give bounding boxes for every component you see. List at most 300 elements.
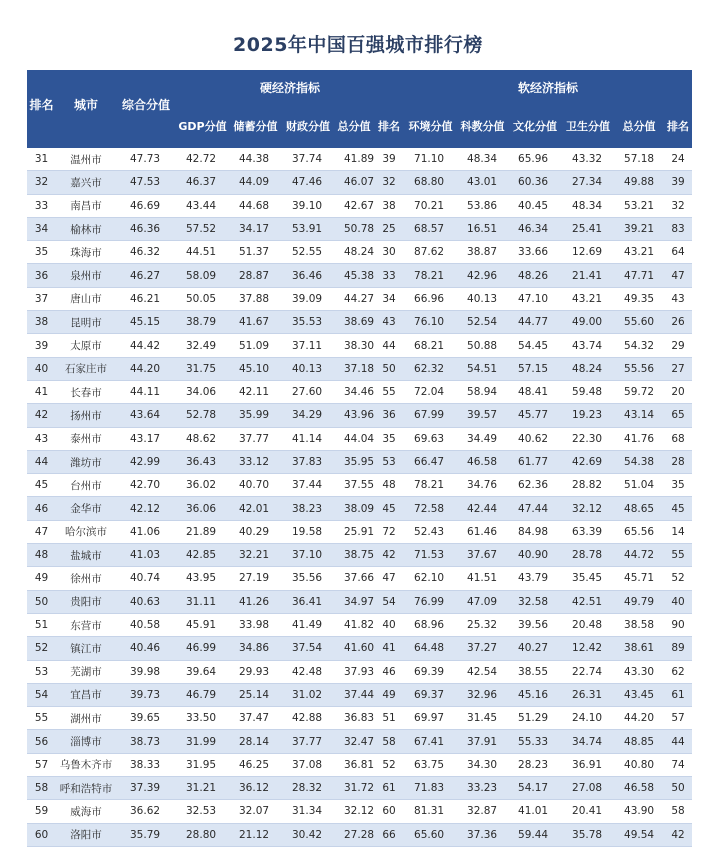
cell-health-score: 28.78	[562, 544, 614, 567]
cell-gdp-score: 31.75	[176, 357, 229, 380]
cell-savings-score: 44.09	[229, 171, 282, 194]
cell-hard-rank: 51	[374, 707, 404, 730]
cell-edu-score: 37.27	[457, 637, 508, 660]
cell-env-score: 67.99	[404, 404, 457, 427]
cell-culture-score: 40.45	[508, 194, 562, 217]
cell-savings-score: 45.10	[229, 357, 282, 380]
cell-soft-rank: 74	[664, 753, 692, 776]
cell-score: 40.58	[116, 613, 176, 636]
cell-soft-total: 40.80	[614, 753, 664, 776]
cell-soft-rank: 68	[664, 427, 692, 450]
cell-soft-total: 44.72	[614, 544, 664, 567]
cell-hard-total: 42.67	[334, 194, 374, 217]
cell-score: 38.33	[116, 753, 176, 776]
table-row	[27, 474, 692, 497]
cell-score: 35.79	[116, 823, 176, 846]
cell-savings-score: 28.14	[229, 730, 282, 753]
cell-soft-total: 38.58	[614, 613, 664, 636]
cell-rank: 51	[27, 613, 56, 636]
cell-health-score: 12.42	[562, 637, 614, 660]
cell-score: 39.65	[116, 707, 176, 730]
cell-hard-rank: 48	[374, 474, 404, 497]
cell-soft-rank: 39	[664, 171, 692, 194]
cell-env-score: 68.80	[404, 171, 457, 194]
cell-soft-rank: 55	[664, 544, 692, 567]
cell-fiscal-score: 37.08	[282, 753, 334, 776]
cell-city: 淄博市	[56, 730, 116, 753]
cell-culture-score: 61.77	[508, 450, 562, 473]
cell-edu-score: 33.23	[457, 777, 508, 800]
cell-score: 46.69	[116, 194, 176, 217]
cell-health-score: 32.12	[562, 497, 614, 520]
cell-score: 42.99	[116, 450, 176, 473]
cell-city: 金华市	[56, 497, 116, 520]
cell-culture-score: 40.27	[508, 637, 562, 660]
table-row	[27, 241, 692, 264]
table-row	[27, 380, 692, 403]
cell-culture-score: 65.96	[508, 148, 562, 171]
cell-fiscal-score: 41.14	[282, 427, 334, 450]
cell-health-score: 20.48	[562, 613, 614, 636]
cell-culture-score: 54.17	[508, 777, 562, 800]
header-soft-col-0: 环境分值	[404, 98, 457, 148]
cell-city: 昆明市	[56, 311, 116, 334]
cell-edu-score: 34.49	[457, 427, 508, 450]
cell-score: 40.46	[116, 637, 176, 660]
cell-culture-score: 38.55	[508, 660, 562, 683]
cell-city: 泉州市	[56, 264, 116, 287]
cell-env-score: 52.43	[404, 520, 457, 543]
cell-culture-score: 62.36	[508, 474, 562, 497]
header-hard-col-3: 总分值	[334, 98, 374, 148]
header-soft-col-3: 卫生分值	[562, 98, 614, 148]
cell-score: 47.53	[116, 171, 176, 194]
page-title: 2025年中国百强城市排行榜	[233, 34, 483, 56]
cell-savings-score: 35.99	[229, 404, 282, 427]
cell-health-score: 22.74	[562, 660, 614, 683]
cell-culture-score: 45.16	[508, 683, 562, 706]
cell-hard-rank: 38	[374, 194, 404, 217]
cell-fiscal-score: 37.44	[282, 474, 334, 497]
cell-soft-total: 54.38	[614, 450, 664, 473]
cell-env-score: 69.39	[404, 660, 457, 683]
table-row	[27, 171, 692, 194]
cell-fiscal-score: 30.42	[282, 823, 334, 846]
cell-hard-rank: 46	[374, 660, 404, 683]
cell-savings-score: 36.12	[229, 777, 282, 800]
cell-rank: 55	[27, 707, 56, 730]
cell-env-score: 62.10	[404, 567, 457, 590]
cell-rank: 42	[27, 404, 56, 427]
cell-edu-score: 41.51	[457, 567, 508, 590]
cell-score: 46.27	[116, 264, 176, 287]
cell-hard-rank: 42	[374, 544, 404, 567]
cell-env-score: 71.83	[404, 777, 457, 800]
cell-rank: 45	[27, 474, 56, 497]
cell-gdp-score: 57.52	[176, 217, 229, 240]
cell-fiscal-score: 28.32	[282, 777, 334, 800]
cell-fiscal-score: 31.34	[282, 800, 334, 823]
table-row	[27, 613, 692, 636]
cell-hard-total: 38.69	[334, 311, 374, 334]
cell-fiscal-score: 37.83	[282, 450, 334, 473]
cell-health-score: 27.08	[562, 777, 614, 800]
cell-score: 47.73	[116, 148, 176, 171]
cell-gdp-score: 36.06	[176, 497, 229, 520]
cell-env-score: 87.62	[404, 241, 457, 264]
cell-soft-total: 49.54	[614, 823, 664, 846]
cell-env-score: 68.96	[404, 613, 457, 636]
cell-edu-score: 58.94	[457, 380, 508, 403]
cell-soft-total: 38.61	[614, 637, 664, 660]
cell-health-score: 63.39	[562, 520, 614, 543]
cell-fiscal-score: 42.88	[282, 707, 334, 730]
cell-savings-score: 51.37	[229, 241, 282, 264]
cell-edu-score: 38.87	[457, 241, 508, 264]
cell-edu-score: 40.13	[457, 287, 508, 310]
cell-soft-total: 49.79	[614, 590, 664, 613]
cell-hard-rank: 52	[374, 753, 404, 776]
cell-rank: 37	[27, 287, 56, 310]
cell-savings-score: 44.38	[229, 148, 282, 171]
ranking-table-container	[27, 70, 692, 847]
cell-savings-score: 32.07	[229, 800, 282, 823]
cell-savings-score: 40.70	[229, 474, 282, 497]
cell-edu-score: 50.88	[457, 334, 508, 357]
cell-fiscal-score: 39.10	[282, 194, 334, 217]
cell-soft-rank: 32	[664, 194, 692, 217]
cell-rank: 36	[27, 264, 56, 287]
table-row	[27, 334, 692, 357]
cell-hard-total: 50.78	[334, 217, 374, 240]
cell-hard-total: 38.30	[334, 334, 374, 357]
cell-edu-score: 16.51	[457, 217, 508, 240]
cell-soft-rank: 35	[664, 474, 692, 497]
cell-hard-rank: 66	[374, 823, 404, 846]
cell-fiscal-score: 47.46	[282, 171, 334, 194]
cell-hard-rank: 54	[374, 590, 404, 613]
cell-culture-score: 28.23	[508, 753, 562, 776]
cell-savings-score: 33.98	[229, 613, 282, 636]
cell-city: 扬州市	[56, 404, 116, 427]
cell-culture-score: 40.62	[508, 427, 562, 450]
cell-rank: 52	[27, 637, 56, 660]
cell-fiscal-score: 27.60	[282, 380, 334, 403]
cell-gdp-score: 58.09	[176, 264, 229, 287]
header-hard-col-0: GDP分值	[176, 98, 229, 148]
cell-edu-score: 25.32	[457, 613, 508, 636]
cell-edu-score: 42.44	[457, 497, 508, 520]
cell-gdp-score: 31.11	[176, 590, 229, 613]
cell-hard-rank: 72	[374, 520, 404, 543]
cell-gdp-score: 31.95	[176, 753, 229, 776]
cell-culture-score: 45.77	[508, 404, 562, 427]
cell-health-score: 43.21	[562, 287, 614, 310]
cell-rank: 33	[27, 194, 56, 217]
cell-health-score: 35.45	[562, 567, 614, 590]
table-row	[27, 544, 692, 567]
cell-soft-rank: 24	[664, 148, 692, 171]
table-row	[27, 427, 692, 450]
cell-gdp-score: 42.85	[176, 544, 229, 567]
cell-city: 唐山市	[56, 287, 116, 310]
cell-env-score: 63.75	[404, 753, 457, 776]
cell-soft-rank: 28	[664, 450, 692, 473]
cell-gdp-score: 36.43	[176, 450, 229, 473]
cell-hard-rank: 33	[374, 264, 404, 287]
cell-culture-score: 48.41	[508, 380, 562, 403]
cell-edu-score: 53.86	[457, 194, 508, 217]
cell-hard-rank: 61	[374, 777, 404, 800]
cell-score: 43.64	[116, 404, 176, 427]
cell-soft-total: 55.60	[614, 311, 664, 334]
table-row	[27, 311, 692, 334]
cell-savings-score: 37.88	[229, 287, 282, 310]
cell-hard-total: 41.89	[334, 148, 374, 171]
cell-hard-rank: 53	[374, 450, 404, 473]
cell-rank: 44	[27, 450, 56, 473]
cell-gdp-score: 52.78	[176, 404, 229, 427]
cell-health-score: 34.74	[562, 730, 614, 753]
cell-fiscal-score: 36.41	[282, 590, 334, 613]
cell-env-score: 62.32	[404, 357, 457, 380]
cell-soft-rank: 26	[664, 311, 692, 334]
cell-culture-score: 40.90	[508, 544, 562, 567]
cell-fiscal-score: 41.49	[282, 613, 334, 636]
cell-edu-score: 32.87	[457, 800, 508, 823]
cell-soft-rank: 43	[664, 287, 692, 310]
cell-hard-total: 38.09	[334, 497, 374, 520]
cell-hard-rank: 45	[374, 497, 404, 520]
cell-culture-score: 41.01	[508, 800, 562, 823]
cell-gdp-score: 46.37	[176, 171, 229, 194]
cell-rank: 41	[27, 380, 56, 403]
cell-culture-score: 32.58	[508, 590, 562, 613]
cell-fiscal-score: 40.13	[282, 357, 334, 380]
cell-gdp-score: 43.44	[176, 194, 229, 217]
table-row	[27, 800, 692, 823]
cell-soft-total: 47.71	[614, 264, 664, 287]
cell-hard-total: 36.83	[334, 707, 374, 730]
cell-culture-score: 57.15	[508, 357, 562, 380]
cell-hard-rank: 36	[374, 404, 404, 427]
table-row	[27, 660, 692, 683]
cell-rank: 53	[27, 660, 56, 683]
cell-soft-total: 59.72	[614, 380, 664, 403]
cell-gdp-score: 32.53	[176, 800, 229, 823]
cell-hard-total: 32.47	[334, 730, 374, 753]
cell-env-score: 72.58	[404, 497, 457, 520]
table-row	[27, 194, 692, 217]
cell-score: 46.21	[116, 287, 176, 310]
cell-soft-total: 48.85	[614, 730, 664, 753]
cell-savings-score: 27.19	[229, 567, 282, 590]
cell-soft-rank: 83	[664, 217, 692, 240]
cell-culture-score: 44.77	[508, 311, 562, 334]
cell-hard-total: 32.12	[334, 800, 374, 823]
cell-score: 37.39	[116, 777, 176, 800]
cell-city: 东营市	[56, 613, 116, 636]
cell-rank: 38	[27, 311, 56, 334]
cell-city: 徐州市	[56, 567, 116, 590]
cell-env-score: 71.53	[404, 544, 457, 567]
header-city: 城市	[56, 70, 116, 148]
cell-edu-score: 32.96	[457, 683, 508, 706]
cell-health-score: 24.10	[562, 707, 614, 730]
cell-city: 嘉兴市	[56, 171, 116, 194]
cell-env-score: 76.99	[404, 590, 457, 613]
table-row	[27, 217, 692, 240]
cell-edu-score: 54.51	[457, 357, 508, 380]
table-header	[27, 70, 692, 148]
cell-soft-total: 43.14	[614, 404, 664, 427]
cell-hard-rank: 32	[374, 171, 404, 194]
cell-soft-rank: 61	[664, 683, 692, 706]
cell-hard-rank: 60	[374, 800, 404, 823]
cell-hard-total: 34.97	[334, 590, 374, 613]
cell-city: 湖州市	[56, 707, 116, 730]
cell-edu-score: 52.54	[457, 311, 508, 334]
cell-culture-score: 33.66	[508, 241, 562, 264]
cell-rank: 47	[27, 520, 56, 543]
cell-gdp-score: 43.95	[176, 567, 229, 590]
cell-savings-score: 34.86	[229, 637, 282, 660]
cell-edu-score: 42.96	[457, 264, 508, 287]
table-row	[27, 777, 692, 800]
cell-soft-rank: 58	[664, 800, 692, 823]
cell-gdp-score: 46.79	[176, 683, 229, 706]
cell-soft-total: 49.88	[614, 171, 664, 194]
header-rank: 排名	[27, 70, 56, 148]
cell-score: 41.06	[116, 520, 176, 543]
cell-savings-score: 41.67	[229, 311, 282, 334]
cell-hard-rank: 58	[374, 730, 404, 753]
cell-soft-total: 43.90	[614, 800, 664, 823]
cell-rank: 35	[27, 241, 56, 264]
cell-edu-score: 34.76	[457, 474, 508, 497]
cell-env-score: 66.47	[404, 450, 457, 473]
cell-gdp-score: 48.62	[176, 427, 229, 450]
cell-hard-rank: 34	[374, 287, 404, 310]
cell-fiscal-score: 35.53	[282, 311, 334, 334]
cell-savings-score: 42.11	[229, 380, 282, 403]
cell-hard-total: 37.18	[334, 357, 374, 380]
cell-culture-score: 51.29	[508, 707, 562, 730]
cell-rank: 56	[27, 730, 56, 753]
cell-rank: 59	[27, 800, 56, 823]
cell-score: 46.32	[116, 241, 176, 264]
cell-soft-rank: 57	[664, 707, 692, 730]
cell-culture-score: 39.56	[508, 613, 562, 636]
cell-hard-rank: 49	[374, 683, 404, 706]
cell-edu-score: 61.46	[457, 520, 508, 543]
table-row	[27, 683, 692, 706]
cell-savings-score: 21.12	[229, 823, 282, 846]
cell-env-score: 81.31	[404, 800, 457, 823]
cell-gdp-score: 46.99	[176, 637, 229, 660]
table-row	[27, 148, 692, 171]
cell-fiscal-score: 53.91	[282, 217, 334, 240]
cell-savings-score: 37.77	[229, 427, 282, 450]
cell-hard-rank: 43	[374, 311, 404, 334]
cell-soft-rank: 47	[664, 264, 692, 287]
cell-env-score: 70.21	[404, 194, 457, 217]
cell-soft-rank: 64	[664, 241, 692, 264]
cell-env-score: 64.48	[404, 637, 457, 660]
cell-hard-total: 36.81	[334, 753, 374, 776]
cell-hard-rank: 55	[374, 380, 404, 403]
cell-score: 36.62	[116, 800, 176, 823]
cell-edu-score: 39.57	[457, 404, 508, 427]
cell-soft-rank: 40	[664, 590, 692, 613]
cell-hard-rank: 40	[374, 613, 404, 636]
cell-health-score: 12.69	[562, 241, 614, 264]
cell-savings-score: 34.17	[229, 217, 282, 240]
cell-fiscal-score: 37.11	[282, 334, 334, 357]
cell-soft-rank: 90	[664, 613, 692, 636]
cell-hard-total: 43.96	[334, 404, 374, 427]
cell-edu-score: 47.09	[457, 590, 508, 613]
cell-culture-score: 60.36	[508, 171, 562, 194]
cell-score: 44.20	[116, 357, 176, 380]
cell-soft-total: 55.56	[614, 357, 664, 380]
cell-city: 乌鲁木齐市	[56, 753, 116, 776]
cell-health-score: 49.00	[562, 311, 614, 334]
cell-rank: 60	[27, 823, 56, 846]
cell-city: 宜昌市	[56, 683, 116, 706]
cell-gdp-score: 38.79	[176, 311, 229, 334]
cell-soft-rank: 62	[664, 660, 692, 683]
cell-health-score: 21.41	[562, 264, 614, 287]
cell-rank: 54	[27, 683, 56, 706]
cell-edu-score: 37.36	[457, 823, 508, 846]
table-row	[27, 730, 692, 753]
cell-health-score: 59.48	[562, 380, 614, 403]
cell-rank: 57	[27, 753, 56, 776]
cell-score: 42.70	[116, 474, 176, 497]
cell-fiscal-score: 39.09	[282, 287, 334, 310]
cell-city: 潍坊市	[56, 450, 116, 473]
cell-hard-total: 37.66	[334, 567, 374, 590]
cell-rank: 32	[27, 171, 56, 194]
cell-edu-score: 37.91	[457, 730, 508, 753]
cell-culture-score: 48.26	[508, 264, 562, 287]
cell-env-score: 69.37	[404, 683, 457, 706]
cell-score: 46.36	[116, 217, 176, 240]
cell-fiscal-score: 42.48	[282, 660, 334, 683]
cell-health-score: 35.78	[562, 823, 614, 846]
cell-edu-score: 42.54	[457, 660, 508, 683]
cell-soft-total: 44.20	[614, 707, 664, 730]
cell-culture-score: 84.98	[508, 520, 562, 543]
cell-soft-total: 43.21	[614, 241, 664, 264]
cell-soft-total: 41.76	[614, 427, 664, 450]
cell-savings-score: 44.68	[229, 194, 282, 217]
cell-city: 太原市	[56, 334, 116, 357]
cell-gdp-score: 50.05	[176, 287, 229, 310]
cell-fiscal-score: 52.55	[282, 241, 334, 264]
cell-hard-total: 34.46	[334, 380, 374, 403]
cell-hard-rank: 25	[374, 217, 404, 240]
cell-fiscal-score: 34.29	[282, 404, 334, 427]
table-row	[27, 404, 692, 427]
cell-culture-score: 43.79	[508, 567, 562, 590]
cell-hard-total: 41.60	[334, 637, 374, 660]
cell-rank: 34	[27, 217, 56, 240]
cell-soft-total: 43.45	[614, 683, 664, 706]
cell-hard-total: 27.28	[334, 823, 374, 846]
table-row	[27, 567, 692, 590]
